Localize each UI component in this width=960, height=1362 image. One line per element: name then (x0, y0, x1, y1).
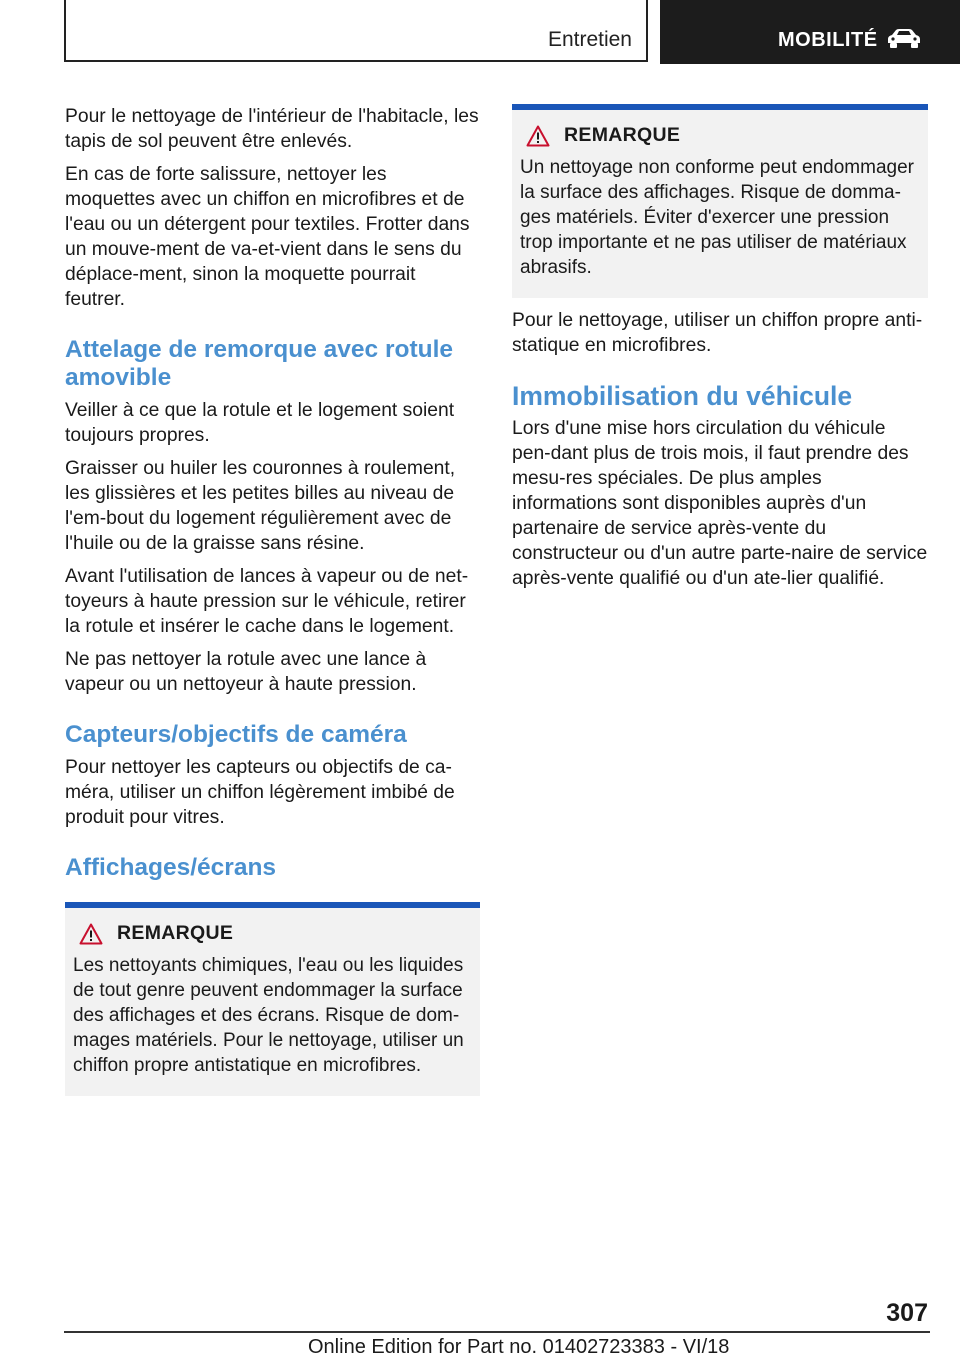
header-chapter-tab (660, 0, 960, 64)
warning-note (65, 902, 480, 1096)
section-heading-immobilization: Immobilisation du véhicule (512, 381, 853, 411)
right-column (512, 104, 928, 599)
paragraph: En cas de forte salissure, nettoyer les moquettes avec un chiffon en microfibres et de l'eau ou un détergent pour textiles. Frotter dans un mouve-ment de va-et-vient dans le sens du déplace-ment, sinon la moquette pourrait feutrer. (65, 164, 470, 310)
header-section-label: Entretien (547, 28, 632, 51)
note-text: Les nettoyants chimiques, l'eau ou les liquides de tout genre peuvent endommager la surface des affichages et des écrans. Risque de dom-mages matériels. Pour le nettoyage, utiliser un chiffon propre antistatique en microfibres. (73, 955, 464, 1076)
warning-icon (526, 125, 550, 147)
header-section-tab (64, 0, 648, 62)
paragraph: Graisser ou huiler les couronnes à roulement, les glissières et les petites billes au niveau de l'em-bout du logement régulièrement avec de l'huile ou de la graisse sans résine. (65, 458, 456, 554)
car-icon (884, 27, 924, 51)
paragraph: Pour le nettoyage, utiliser un chiffon propre anti-statique en microfibres. (512, 310, 923, 356)
warning-icon (79, 923, 103, 945)
paragraph: Pour nettoyer les capteurs ou objectifs de ca-méra, utiliser un chiffon légèrement imbibé de produit pour vitres. (65, 757, 455, 828)
footer-divider (64, 1331, 930, 1333)
paragraph: Veiller à ce que la rotule et le logement soient toujours propres. (65, 400, 455, 446)
header-chapter-label: MOBILITÉ (778, 29, 878, 51)
paragraph: Ne pas nettoyer la rotule avec une lance à vapeur ou un nettoyeur à haute pression. (65, 649, 427, 695)
left-column (65, 104, 480, 1096)
paragraph: Pour le nettoyage de l'intérieur de l'habitacle, les tapis de sol peuvent être enlevés. (65, 106, 479, 152)
warning-note (512, 104, 928, 298)
section-heading-camera: Capteurs/objectifs de caméra (65, 721, 407, 748)
section-heading-trailer-hitch: Attelage de remorque avec rotule amovible (65, 336, 454, 391)
paragraph: Avant l'utilisation de lances à vapeur ou de net-toyeurs à haute pression sur le véhicule, retirer la rotule et insérer le cache dans le logement. (65, 566, 469, 637)
footer-edition: Online Edition for Part no. 01402723383 - VI/18 (308, 1336, 730, 1358)
page-number: 307 (886, 1299, 928, 1327)
paragraph: Lors d'une mise hors circulation du véhicule pen-dant plus de trois mois, il faut prendre des mesu-res spéciales. De plus amples informations sont disponibles auprès d'un partenaire de service après-vente du constructeur ou d'un autre parte-naire de service après-vente qualifié ou d'un ate-lier qualifié. (512, 418, 928, 589)
note-title: REMARQUE (117, 922, 234, 944)
section-heading-displays: Affichages/écrans (65, 854, 277, 881)
note-text: Un nettoyage non conforme peut endommager la surface des affichages. Risque de domma-ges matériels. Éviter d'exercer une pression trop importante et ne pas utiliser de matériaux abrasifs. (520, 157, 914, 278)
note-title: REMARQUE (564, 124, 681, 146)
